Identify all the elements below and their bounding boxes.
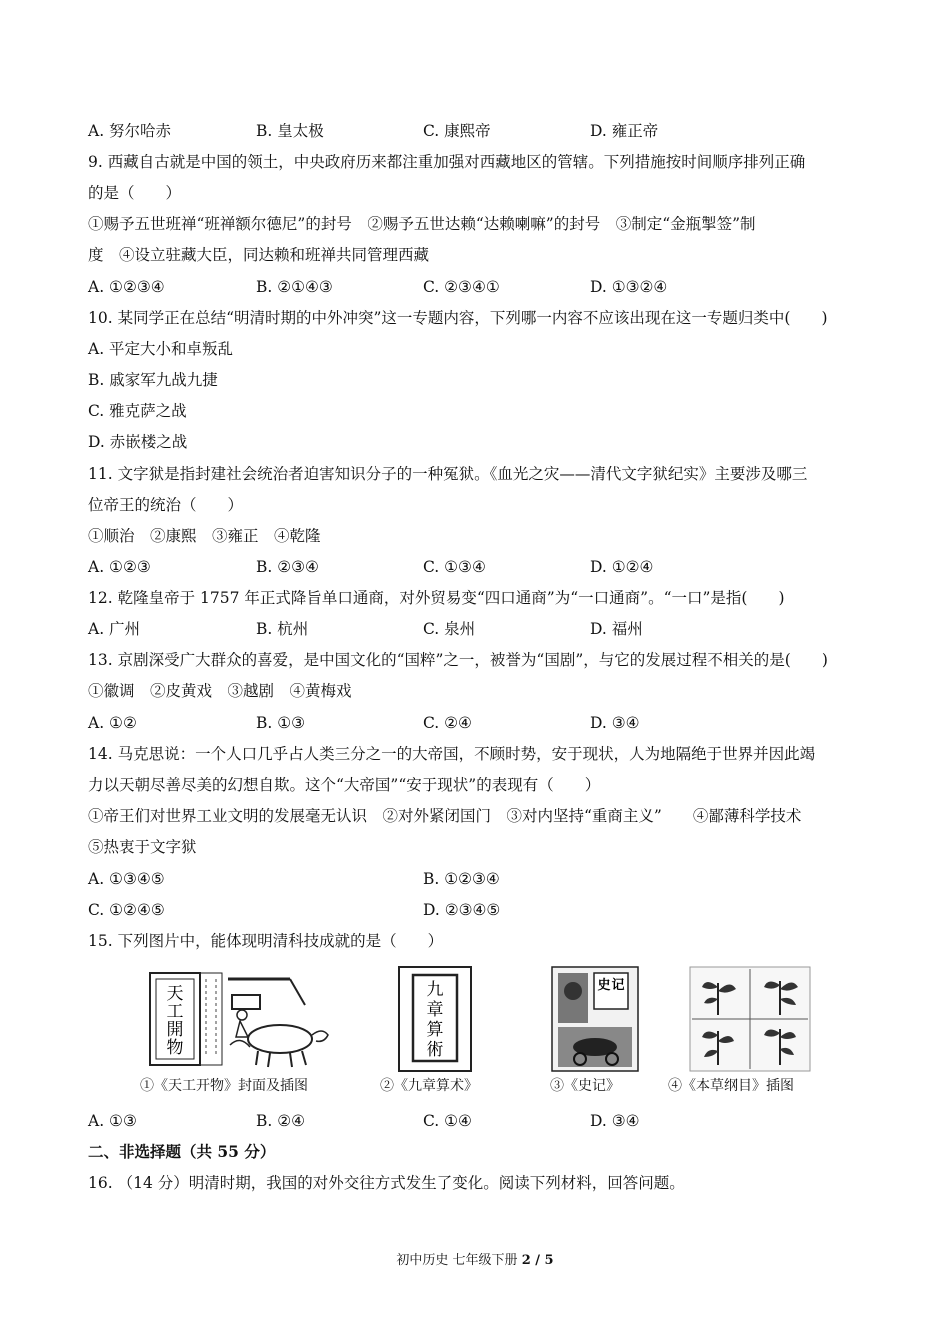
q15-option-c: C. ①④ (423, 1112, 472, 1130)
q11-items: ①顺治 ②康熙 ③雍正 ④乾隆 (88, 527, 321, 545)
book-cover-with-ox-illustration-icon (140, 965, 340, 1073)
fig3-title-char-2: 记 (611, 978, 625, 993)
q13-option-b: B. ①③ (256, 714, 306, 732)
q8-option-b: B. 皇太极 (256, 122, 324, 140)
page-number: 2 / 5 (521, 1253, 554, 1268)
book-cover-icon (395, 965, 475, 1073)
q11-stem-line2: 位帝王的统治（ ） (88, 496, 244, 514)
q11-option-c: C. ①③④ (423, 558, 486, 576)
q10-stem: 10. 某同学正在总结“明清时期的中外冲突”这一专题内容，下列哪一内容不应该出现在这一专题归类中( ) (88, 309, 828, 327)
herb-plant-illustration-icon (688, 965, 812, 1073)
fig1-title-char-2: 工 (166, 1002, 184, 1022)
figure-tiangong-kaiwu (140, 965, 340, 1073)
q9-stem-line2: 的是（ ） (88, 184, 182, 202)
q12-option-c: C. 泉州 (423, 620, 476, 638)
figure-1-caption: ①《天工开物》封面及插图 (140, 1078, 308, 1094)
fig1-title-char-3: 開 (166, 1020, 184, 1040)
q13-option-d: D. ③④ (590, 714, 640, 732)
q13-option-a: A. ①② (88, 714, 137, 732)
q13-items: ①徽调 ②皮黄戏 ③越剧 ④黄梅戏 (88, 682, 352, 700)
q14-items-line2: ⑤热衷于文字狱 (88, 838, 197, 856)
q9-option-c: C. ②③④① (423, 278, 500, 296)
q15-option-d: D. ③④ (590, 1112, 640, 1130)
q9-stem-line1: 9. 西藏自古就是中国的领土，中央政府历来都注重加强对西藏地区的管辖。下列措施按时间顺序排列正确 (88, 153, 806, 171)
fig2-title-char-1: 九 (426, 980, 444, 1000)
fig2-title-char-2: 章 (426, 1000, 444, 1020)
footer-text: 初中历史 七年级下册 (396, 1253, 522, 1268)
q10-option-d: D. 赤嵌楼之战 (88, 433, 188, 451)
q14-stem-line1: 14. 马克思说：一个人口几乎占人类三分之一的大帝国，不顾时势，安于现状，人为地隔绝于世界并因此竭 (88, 745, 816, 763)
q8-option-a: A. 努尔哈赤 (88, 122, 172, 140)
figure-bencao-gangmu (688, 965, 812, 1073)
q9-option-b: B. ②①④③ (256, 278, 333, 296)
q14-option-a: A. ①③④⑤ (88, 870, 165, 888)
q15-option-a: A. ①③ (88, 1112, 137, 1130)
q11-option-a: A. ①②③ (88, 558, 151, 576)
figure-shiji (550, 965, 640, 1073)
q12-option-d: D. 福州 (590, 620, 643, 638)
q15-figure-row (140, 965, 820, 1097)
q13-stem: 13. 京剧深受广大群众的喜爱，是中国文化的“国粹”之一，被誉为“国剧”，与它的发展过程不相关的是( ) (88, 651, 828, 669)
book-cover-with-chariot-illustration-icon (550, 965, 640, 1073)
q14-option-b: B. ①②③④ (423, 870, 500, 888)
q8-option-d: D. 雍正帝 (590, 122, 659, 140)
q14-stem-line2: 力以天朝尽善尽美的幻想自欺。这个“大帝国”“安于现状”的表现有（ ） (88, 776, 601, 794)
q10-option-a: A. 平定大小和卓叛乱 (88, 340, 234, 358)
q11-stem-line1: 11. 文字狱是指封建社会统治者迫害知识分子的一种冤狱。《血光之灾——清代文字狱纪实》主要涉及哪三 (88, 465, 808, 483)
q15-option-b: B. ②④ (256, 1112, 306, 1130)
q12-stem: 12. 乾隆皇帝于 1757 年正式降旨单口通商，对外贸易变“四口通商”为“一口通商”。“一口”是指( ) (88, 589, 785, 607)
figure-4-caption: ④《本草纲目》插图 (668, 1078, 794, 1094)
fig1-title-char-4: 物 (166, 1038, 184, 1058)
q9-items-line2: 度 ④设立驻藏大臣，同达赖和班禅共同管理西藏 (88, 246, 430, 264)
page-footer (0, 1249, 950, 1268)
q10-option-b: B. 戚家军九战九捷 (88, 371, 218, 389)
q11-option-d: D. ①②④ (590, 558, 654, 576)
figure-3-caption: ③《史记》 (550, 1078, 620, 1094)
q9-option-d: D. ①③②④ (590, 278, 668, 296)
fig1-title-char-1: 天 (166, 984, 184, 1004)
fig2-title-char-4: 術 (426, 1040, 444, 1060)
q11-option-b: B. ②③④ (256, 558, 319, 576)
q14-items-line1: ①帝王们对世界工业文明的发展毫无认识 ②对外紧闭国门 ③对内坚持“重商主义” ④鄙薄科学技术 (88, 807, 802, 825)
q9-option-a: A. ①②③④ (88, 278, 165, 296)
q15-stem: 15. 下列图片中，能体现明清科技成就的是（ ） (88, 932, 444, 950)
section-2-heading: 二、非选择题（共 55 分） (88, 1142, 276, 1161)
figure-jiuzhang-suanshu (395, 965, 475, 1073)
q10-option-c: C. 雅克萨之战 (88, 402, 187, 420)
q14-option-d: D. ②③④⑤ (423, 901, 501, 919)
fig3-title-char-1: 史 (597, 978, 611, 993)
q13-option-c: C. ②④ (423, 714, 472, 732)
q12-option-b: B. 杭州 (256, 620, 309, 638)
fig2-title-char-3: 算 (426, 1020, 444, 1040)
q9-items-line1: ①赐予五世班禅“班禅额尔德尼”的封号 ②赐予五世达赖“达赖喇嘛”的封号 ③制定“金瓶掣签”制 (88, 215, 756, 233)
q8-option-c: C. 康熙帝 (423, 122, 491, 140)
q12-option-a: A. 广州 (88, 620, 141, 638)
q16-stem: 16. （14 分）明清时期，我国的对外交往方式发生了变化。阅读下列材料，回答问题。 (88, 1174, 685, 1192)
q14-option-c: C. ①②④⑤ (88, 901, 165, 919)
figure-2-caption: ②《九章算术》 (380, 1078, 478, 1094)
